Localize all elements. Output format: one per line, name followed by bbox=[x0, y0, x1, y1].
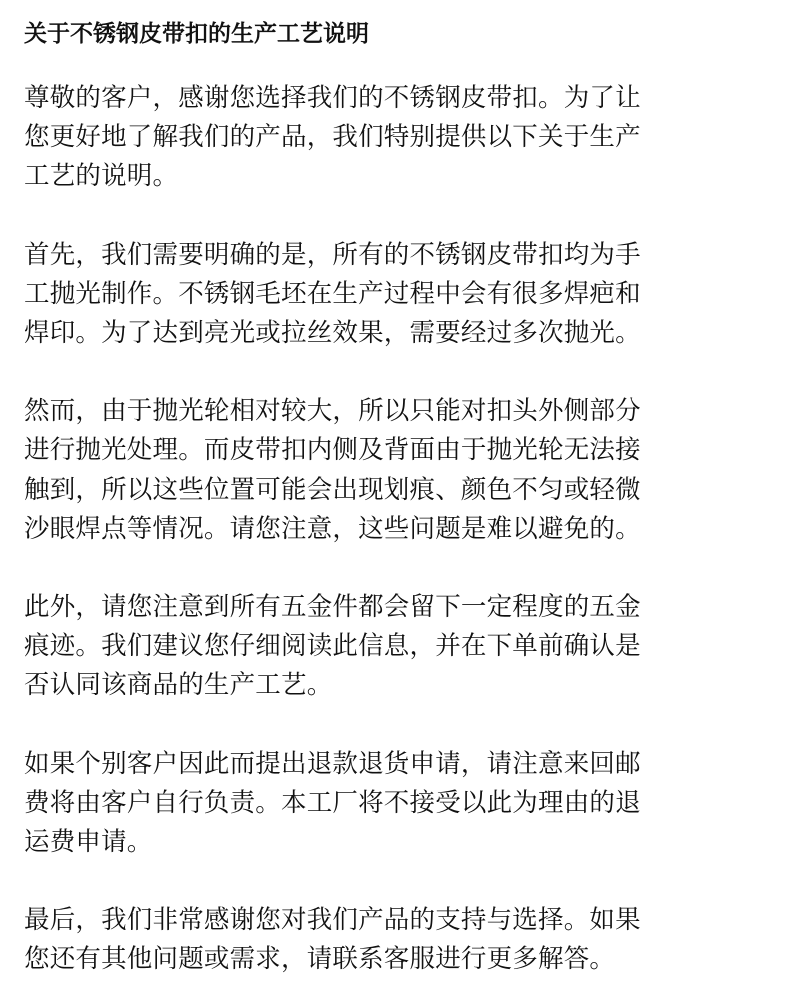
paragraph-refund-policy bbox=[24, 745, 766, 863]
paragraph-handpolish bbox=[24, 236, 766, 354]
paragraph-line: 运费申请。 bbox=[24, 827, 153, 858]
paragraph-line: 此外，请您注意到所有五金件都会留下一定程度的五金 bbox=[24, 592, 641, 623]
paragraph-closing bbox=[24, 901, 766, 979]
paragraph-line: 触到，所以这些位置可能会出现划痕、颜色不匀或轻微 bbox=[24, 474, 641, 505]
document bbox=[24, 0, 766, 980]
paragraph-line: 沙眼焊点等情况。请您注意，这些问题是难以避免的。 bbox=[24, 513, 641, 544]
paragraph-line: 否认同该商品的生产工艺。 bbox=[24, 670, 333, 701]
paragraph-line: 进行抛光处理。而皮带扣内侧及背面由于抛光轮无法接 bbox=[24, 435, 641, 466]
paragraph-line: 尊敬的客户，感谢您选择我们的不锈钢皮带扣。为了让 bbox=[24, 83, 641, 113]
paragraph-hardware-marks bbox=[24, 588, 766, 706]
paragraph-line: 首先，我们需要明确的是，所有的不锈钢皮带扣均为手 bbox=[24, 239, 641, 270]
paragraph-intro bbox=[24, 79, 766, 197]
document-title: 关于不锈钢皮带扣的生产工艺说明 bbox=[24, 21, 369, 47]
paragraph-line: 焊印。为了达到亮光或拉丝效果，需要经过多次抛光。 bbox=[24, 318, 641, 349]
paragraph-line: 如果个别客户因此而提出退款退货申请，请注意来回邮 bbox=[24, 748, 641, 779]
paragraph-limitations bbox=[24, 392, 766, 549]
paragraph-line: 您还有其他问题或需求，请联系客服进行更多解答。 bbox=[24, 944, 616, 975]
paragraph-line: 费将由客户自行负责。本工厂将不接受以此为理由的退 bbox=[24, 787, 641, 818]
paragraph-line: 痕迹。我们建议您仔细阅读此信息，并在下单前确认是 bbox=[24, 631, 641, 662]
paragraph-line: 工艺的说明。 bbox=[24, 161, 179, 192]
paragraph-line: 您更好地了解我们的产品，我们特别提供以下关于生产 bbox=[24, 122, 641, 153]
paragraph-line: 最后，我们非常感谢您对我们产品的支持与选择。如果 bbox=[24, 905, 641, 936]
paragraph-line: 工抛光制作。不锈钢毛坯在生产过程中会有很多焊疤和 bbox=[24, 278, 641, 309]
paragraph-line: 然而，由于抛光轮相对较大，所以只能对扣头外侧部分 bbox=[24, 396, 641, 427]
